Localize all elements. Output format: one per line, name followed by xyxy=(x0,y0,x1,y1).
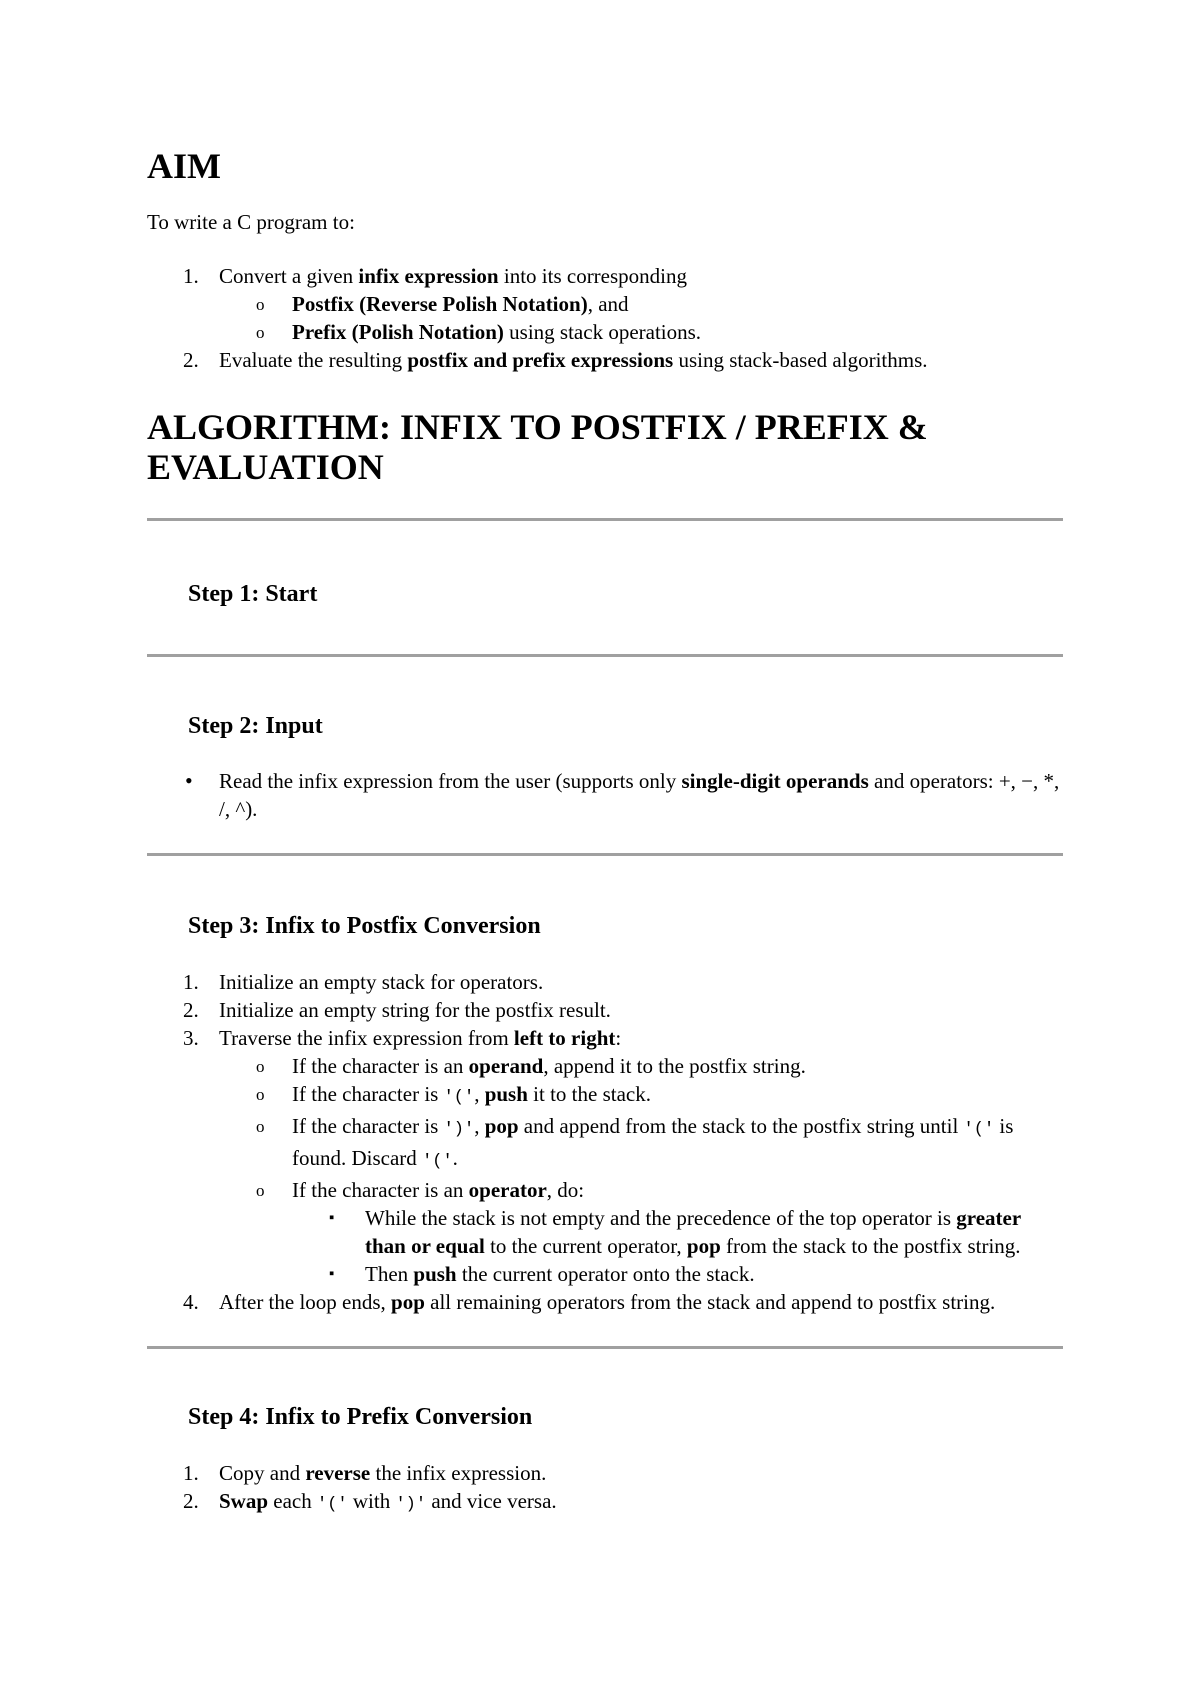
step-2-title: Step 2: Input xyxy=(188,713,323,739)
text: , and xyxy=(587,292,629,316)
text: using stack operations. xyxy=(503,320,702,344)
list-number: 1. xyxy=(183,1461,199,1485)
step-3-subitem-operand xyxy=(147,1052,1063,1080)
text: the current operator onto the stack. xyxy=(456,1262,755,1286)
text: , append it to the postfix string. xyxy=(543,1054,806,1078)
step-2-item xyxy=(147,767,1063,823)
text: While the stack is not empty and the precedence of the top operator is xyxy=(365,1206,957,1230)
step-3-item-4 xyxy=(147,1288,1063,1316)
bold-text: Prefix (Polish Notation) xyxy=(292,320,504,344)
text: using stack-based algorithms. xyxy=(673,348,928,372)
square-bullet-icon: ▪ xyxy=(329,1266,335,1282)
step-1-title: Step 1: Start xyxy=(188,581,318,607)
bold-text: greater than or equal xyxy=(365,1206,1021,1258)
bold-text: Swap xyxy=(219,1489,269,1513)
step-3-subitem-open-paren xyxy=(147,1080,1063,1112)
step-3-list xyxy=(147,968,1063,1316)
bold-text: reverse xyxy=(305,1461,371,1485)
list-number: 1. xyxy=(183,264,199,288)
bold-text: operator xyxy=(468,1178,547,1202)
circle-bullet-icon: o xyxy=(256,1181,265,1200)
bold-text: postfix and prefix expressions xyxy=(407,348,674,372)
step-3-subsubitem-push xyxy=(147,1260,1063,1288)
text: Read the infix expression from the user (supports only xyxy=(219,769,682,793)
step-4-item-1 xyxy=(147,1459,1063,1487)
aim-subitem-postfix xyxy=(147,290,1063,318)
text: from the stack to the postfix string. xyxy=(720,1234,1021,1258)
text: the infix expression. xyxy=(370,1461,547,1485)
circle-bullet-icon: o xyxy=(256,1085,265,1104)
text: all remaining operators from the stack and append to postfix string. xyxy=(424,1290,996,1314)
circle-bullet-icon: o xyxy=(256,1057,265,1076)
text: If the character is an xyxy=(292,1054,469,1078)
step-3-item-3 xyxy=(147,1024,1063,1052)
aim-subitem-prefix xyxy=(147,318,1063,346)
bold-text: left to right xyxy=(513,1026,616,1050)
text: Traverse the infix expression from xyxy=(219,1026,514,1050)
text: Then xyxy=(365,1262,414,1286)
text: into its corresponding xyxy=(498,264,688,288)
step-4-list xyxy=(147,1459,1063,1519)
text: to the current operator, xyxy=(484,1234,687,1258)
code-text: '(' xyxy=(963,1120,995,1139)
text: Copy and xyxy=(219,1461,306,1485)
step-3-subitem-close-paren xyxy=(147,1112,1063,1176)
text: Initialize an empty stack for operators. xyxy=(219,970,544,994)
text: and append from the stack to the postfix string until xyxy=(518,1114,964,1138)
square-bullet-icon: ▪ xyxy=(329,1210,335,1226)
text: each xyxy=(268,1489,317,1513)
step-3-subsubitem-precedence xyxy=(147,1204,1063,1260)
code-text: ')' xyxy=(395,1495,427,1514)
text: is found. Discard xyxy=(292,1114,1014,1170)
list-number: 1. xyxy=(183,970,199,994)
step-3-subitem-operator xyxy=(147,1176,1063,1204)
bold-text: pop xyxy=(686,1234,721,1258)
text: it to the stack. xyxy=(527,1082,651,1106)
text: , do: xyxy=(546,1178,585,1202)
text: After the loop ends, xyxy=(219,1290,392,1314)
text: Evaluate the resulting xyxy=(219,348,408,372)
circle-bullet-icon: o xyxy=(256,295,265,314)
text: , xyxy=(474,1114,485,1138)
bold-text: push xyxy=(484,1082,528,1106)
aim-intro: To write a C program to: xyxy=(147,210,355,234)
bold-text: single-digit operands xyxy=(681,769,869,793)
document-page xyxy=(147,146,1063,1519)
text: Convert a given xyxy=(219,264,359,288)
text: . xyxy=(452,1146,458,1170)
bold-text: push xyxy=(413,1262,457,1286)
bold-text: Postfix (Reverse Polish Notation) xyxy=(292,292,588,316)
code-text: '(' xyxy=(443,1088,475,1107)
step-3-item-2 xyxy=(147,996,1063,1024)
bold-text: pop xyxy=(484,1114,519,1138)
list-number: 2. xyxy=(183,348,199,372)
code-text: ')' xyxy=(443,1120,475,1139)
text: and operators: +, −, *, /, ^). xyxy=(219,769,1060,821)
circle-bullet-icon: o xyxy=(256,323,265,342)
list-number: 3. xyxy=(183,1026,199,1050)
bullet-icon: • xyxy=(185,768,193,793)
bold-text: pop xyxy=(391,1290,425,1314)
list-number: 2. xyxy=(183,1489,199,1513)
step-4-item-2 xyxy=(147,1487,1063,1519)
text: Initialize an empty string for the postfix result. xyxy=(219,998,611,1022)
algorithm-heading: ALGORITHM: INFIX TO POSTFIX / PREFIX & EVALUATION xyxy=(147,407,928,487)
code-text: '(' xyxy=(317,1495,348,1514)
aim-heading: AIM xyxy=(147,146,221,186)
text: If the character is xyxy=(292,1082,444,1106)
code-text: '(' xyxy=(422,1152,453,1171)
text: with xyxy=(347,1489,396,1513)
aim-item-2 xyxy=(147,346,1063,374)
text: If the character is an xyxy=(292,1178,469,1202)
aim-item-1 xyxy=(147,262,1063,290)
aim-list xyxy=(147,262,1063,374)
bold-text: infix expression xyxy=(358,264,499,288)
text: : xyxy=(615,1026,622,1050)
step-2-list xyxy=(147,767,1063,823)
list-number: 4. xyxy=(183,1290,199,1314)
text: , xyxy=(474,1082,485,1106)
step-3-title: Step 3: Infix to Postfix Conversion xyxy=(188,913,541,939)
text: and vice versa. xyxy=(426,1489,557,1513)
list-number: 2. xyxy=(183,998,199,1022)
bold-text: operand xyxy=(468,1054,544,1078)
text: If the character is xyxy=(292,1114,444,1138)
step-4-title: Step 4: Infix to Prefix Conversion xyxy=(188,1404,533,1430)
circle-bullet-icon: o xyxy=(256,1117,265,1136)
step-3-item-1 xyxy=(147,968,1063,996)
